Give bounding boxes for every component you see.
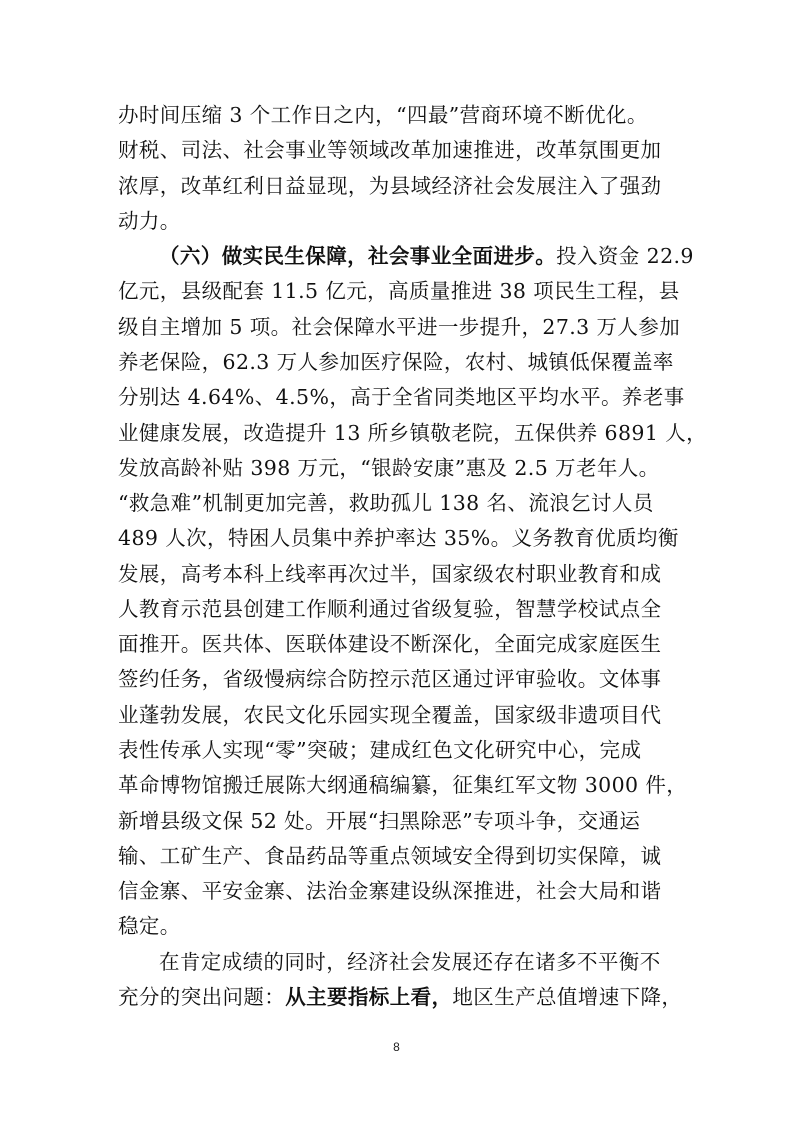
text-line-25: 在肯定成绩的同时，经济社会发展还存在诸多不平衡不 (159, 950, 661, 974)
text-line-14: 发展，高考本科上线率再次过半，国家级农村职业教育和成 (118, 562, 662, 586)
text-line-19: 表性传承人实现“零”突破；建成红色文化研究中心，完成 (118, 738, 642, 762)
text-line-11: 发放高龄补贴 398 万元，“银龄安康”惠及 2.5 万老年人。 (118, 456, 660, 480)
text-line-21: 新增县级文保 52 处。开展“扫黑除恶”专项斗争，交通运 (118, 809, 641, 833)
text-line-15: 人教育示范县创建工作顺利通过省级复验，智慧学校试点全 (118, 597, 662, 621)
text-line-12: “救急难”机制更加完善，救助孤儿 138 名、流浪乞讨人员 (118, 491, 654, 515)
text-line-4: 动力。 (118, 209, 181, 233)
text-line-26 (118, 980, 683, 1015)
text-line-3: 浓厚，改革红利日益显现，为县域经济社会发展注入了强劲 (118, 174, 662, 198)
text-line-1: 办时间压缩 3 个工作日之内，“四最”营商环境不断优化。 (118, 103, 648, 127)
text-line-17: 签约任务，省级慢病综合防控示范区通过评审验收。文体事 (118, 667, 662, 691)
text-line-2: 财税、司法、社会事业等领域改革加速推进，改革氛围更加 (118, 138, 662, 162)
section-heading-line (159, 239, 694, 274)
text-line-9: 分别达 4.64%、4.5%，高于全省同类地区平均水平。养老事 (118, 385, 685, 409)
text-line-6: 亿元，县级配套 11.5 亿元，高质量推进 38 项民生工程，县 (118, 279, 680, 303)
text-line-22: 输、工矿生产、食品药品等重点领域安全得到切实保障，诚 (118, 844, 662, 868)
text-line-24: 稳定。 (118, 914, 181, 938)
text-line-13: 489 人次，特困人员集中养护率达 35%。义务教育优质均衡 (118, 526, 679, 550)
problems-tail: 地区生产总值增速下降， (452, 985, 683, 1009)
text-line-8: 养老保险，62.3 万人参加医疗保险，农村、城镇低保覆盖率 (118, 350, 674, 374)
page-number: 8 (393, 1040, 400, 1054)
text-line-16: 面推开。医共体、医联体建设不断深化，全面完成家庭医生 (118, 632, 662, 656)
text-line-18: 业蓬勃发展，农民文化乐园实现全覆盖，国家级非遗项目代 (118, 703, 662, 727)
text-line-7: 级自主增加 5 项。社会保障水平进一步提升，27.3 万人参加 (118, 315, 681, 339)
text-line-10: 业健康发展，改造提升 13 所乡镇敬老院，五保供养 6891 人， (118, 421, 708, 445)
section-heading-livelihood: （六）做实民生保障，社会事业全面进步。 (159, 244, 557, 268)
heading-line-text: 投入资金 22.9 (556, 244, 694, 268)
text-line-20: 革命博物馆搬迁展陈大纲通稿编纂，征集红军文物 3000 件， (118, 773, 688, 797)
text-line-23: 信金寨、平安金寨、法治金寨建设纵深推进，社会大局和谐 (118, 879, 662, 903)
problems-intro: 充分的突出问题： (118, 985, 286, 1009)
problems-heading-indicators: 从主要指标上看， (285, 985, 453, 1009)
